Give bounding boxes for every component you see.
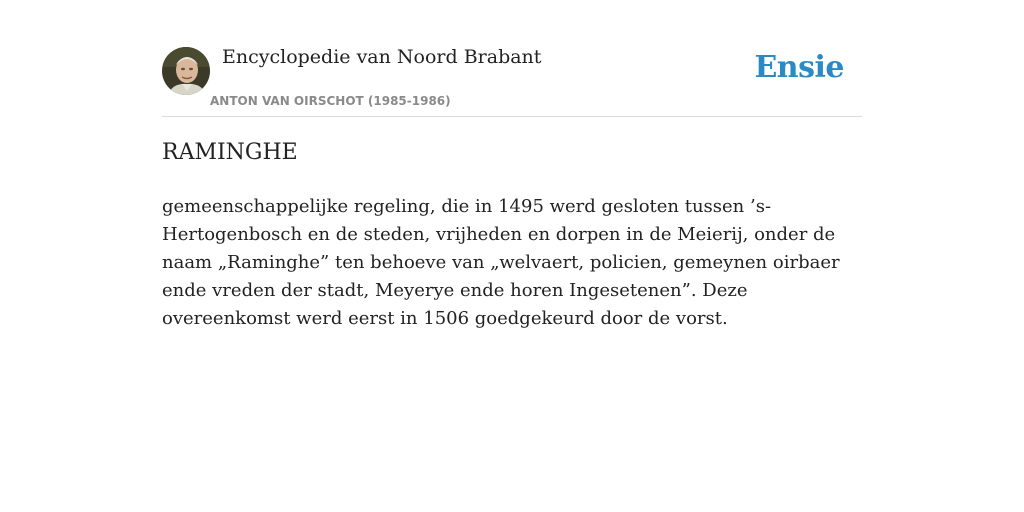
entry-body: gemeenschappelijke regeling, die in 1495 werd gesloten tussen ’s-Hertogenbosch en de steden, vrijheden en dorpen in de Meierij, onder de naam „Raminghe” ten behoeve van „welvaert, policien, gemeynen oirbaer ende vreden der stadt, Meyerye ende horen Ingesetenen”. Deze overeenkomst werd eerst in 1506 goedgekeurd door de vorst.: [162, 196, 840, 329]
book-title[interactable]: Encyclopedie van Noord Brabant: [222, 46, 542, 68]
header: [162, 44, 862, 117]
author-avatar[interactable]: [162, 47, 210, 95]
author-portrait-icon: [162, 47, 210, 95]
entry-title: RAMINGHE: [162, 140, 298, 165]
author-name[interactable]: ANTON VAN OIRSCHOT (1985-1986): [210, 94, 451, 108]
ensie-logo[interactable]: Ensie: [754, 50, 844, 85]
